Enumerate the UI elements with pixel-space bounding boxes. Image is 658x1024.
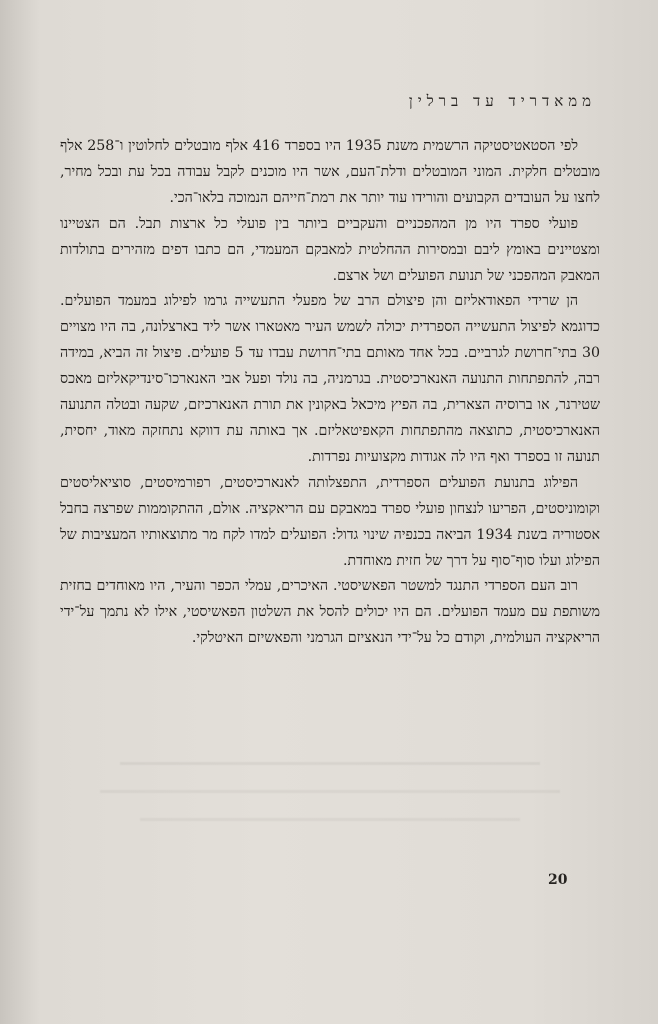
running-header: ממאדריד עד ברלין: [408, 92, 596, 110]
paragraph: הן שרידי הפאודאליזם והן פיצולם הרב של מפעלי התעשייה גרמו לפילוג במעמד הפועלים. כדוגמא לפיצול התעשייה הספרדית יכולה לשמש העיר מאטארו אשר ליד בארצלונה, בה היו מצויים 30 בתי־חרושת לגרביים. בכל אחד מאותם בתי־חרושת עבדו עד 5 פועלים. פיצול זה הביא, במידה רבה, להתפתחות התנועה האנארכיסטית. בגרמניה, בה נולד ופעל אבי האנארכו־סינדיקאליזם מאכס שטירנר, או ברוסיה הצארית, בה הפיץ מיכאל באקונין את תורת האנארכיזם, שקעה ובטלה התנועה האנארכיסטית, כתוצאה מהתפתחות הקאפיטאליזם. אך באותה עת דווקא נתחזקה מאוד, יחסית, תנועה זו בספרד ואף היו לה אגודות מקצועיות נפרדות.: [60, 293, 600, 465]
paragraph: לפי הסטאטיסטיקה הרשמית משנת 1935 היו בספרד 416 אלף מובטלים לחלוטין ו־258 אלף מובטלים חלקית. המוני המובטלים ודלת־העם, אשר היו מוכנים לקבל עבודה בכל עת ובכל מחיר, לחצו על העובדים הקבועים והורידו עוד יותר את רמת־חייהם הנמוכה בלאו־הכי.: [60, 138, 600, 206]
paragraph: פועלי ספרד היו מן המהפכניים והעקביים ביותר בין פועלי כל ארצות תבל. הם הצטיינו ומצטיינים באומץ ליבם ובמסירות ההחלטית למאבקם המעמדי, הם כתבו דפים מזהירים בתולדות המאבק המהפכני של תנועת הפועלים ושל ארצם.: [60, 215, 600, 284]
page-number: 20: [548, 872, 568, 888]
body-text: [60, 134, 600, 652]
paragraph: רוב העם הספרדי התנגד למשטר הפאשיסטי. האיכרים, עמלי הכפר והעיר, היו מאוחדים בחזית משותפת עם מעמד הפועלים. הם היו יכולים להסל את השלטון הפאשיסטי, אילו לא נתמך על־ידי הריאקציה העולמית, וקודם כל על־ידי הנאציזם הגרמני והפאשיזם האיטלקי.: [60, 578, 600, 647]
show-through-texture: [80, 756, 580, 846]
paragraph: הפילוג בתנועת הפועלים הספרדית, התפצלותה לאנארכיסטים, רפורמיסטים, סוציאליסטים וקומוניסטים, הפריעו לנצחון פועלי ספרד במאבקם עם הריאקציה. אולם, ההתקוממות שפרצה בחבל אסטוריה בשנת 1934 הביאה בכנפיה שינוי גדול: הפועלים למדו לקח מר מתוצאותיו המעציבות של הפילוג ועלו סוף־סוף על דרך של חזית מאוחדת.: [60, 474, 600, 569]
